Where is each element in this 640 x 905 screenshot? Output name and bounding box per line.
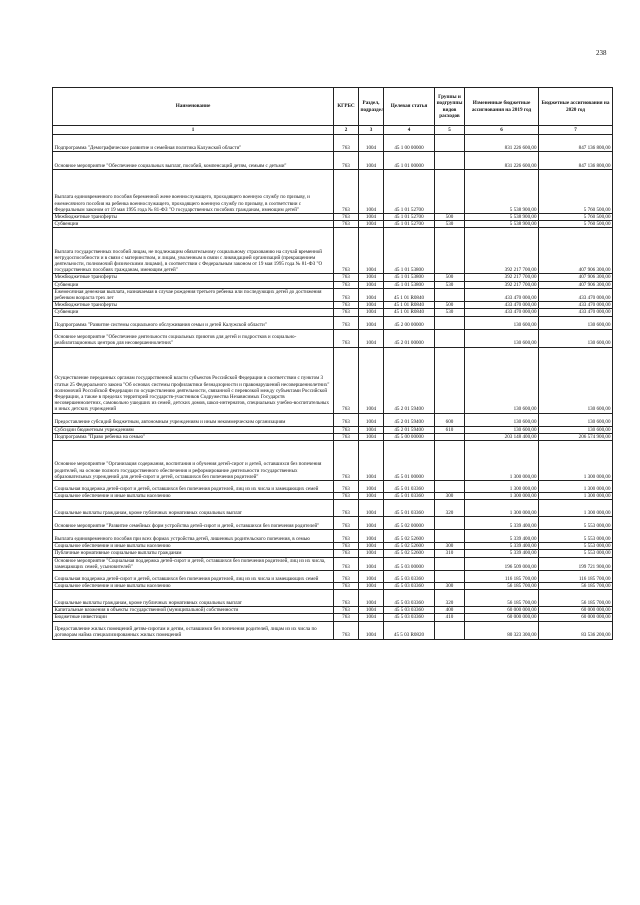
- cell-target: 45 1 01 R0840: [384, 302, 435, 309]
- cell-kgrbs: 763: [334, 214, 359, 221]
- table-row: [53, 517, 613, 530]
- cell-y2020: 407 906 300,00: [539, 228, 613, 274]
- cell-kgrbs: 763: [334, 302, 359, 309]
- table-row: [53, 316, 613, 329]
- cell-target: 45 1 00 00000: [384, 135, 435, 152]
- cell-y2020: 433 470 000,00: [539, 288, 613, 301]
- cell-name: Бюджетные инвестиции: [53, 614, 334, 621]
- cell-kgrbs: 763: [334, 517, 359, 530]
- cell-y2020: 130 600,00: [539, 316, 613, 329]
- cell-y2019: 433 470 000,00: [465, 302, 539, 309]
- table-row: [53, 481, 613, 493]
- cell-y2019: 56 185 700,00: [465, 590, 539, 607]
- cell-target: 45 1 01 R0840: [384, 309, 435, 316]
- cell-group: 400: [435, 607, 465, 614]
- cell-kgrbs: 763: [334, 550, 359, 557]
- cell-name: Выплата государственных пособий лицам, не подлежащим обязательному социальному страхованию на случай временной нетрудоспособности и в связи с материнством, и лицам, уволенным в связи с ликвидацией организаций (прекращением деятельности, полномочий физическими лицами), в соответствии с Федеральным законом от 19 мая 1995 года № 81-ФЗ "О государственных пособиях гражданам, имеющим детей": [53, 228, 334, 274]
- cell-y2020: 60 000 000,00: [539, 607, 613, 614]
- cell-name: Социальное обеспечение и иные выплаты населению: [53, 583, 334, 590]
- cell-section: 1004: [359, 316, 384, 329]
- cell-section: 1004: [359, 493, 384, 500]
- cell-group: 500: [435, 302, 465, 309]
- cell-y2020: 433 470 000,00: [539, 302, 613, 309]
- cell-y2020: 130 600,00: [539, 426, 613, 433]
- cell-section: 1004: [359, 571, 384, 583]
- table-row: [53, 152, 613, 170]
- cell-y2020: 847 136 800,00: [539, 135, 613, 152]
- cell-target: 45 2 01 00000: [384, 329, 435, 347]
- cell-group: 600: [435, 413, 465, 426]
- cell-target: 45 1 01 52700: [384, 214, 435, 221]
- cell-y2020: 1 300 000,00: [539, 481, 613, 493]
- cell-y2019: 130 600,00: [465, 329, 539, 347]
- cell-y2019: 130 600,00: [465, 413, 539, 426]
- cell-y2020: 847 136 800,00: [539, 152, 613, 170]
- cell-name: Социальные выплаты гражданам, кроме публичных нормативных социальных выплат: [53, 590, 334, 607]
- cell-target: 45 5 03 R0820: [384, 621, 435, 639]
- cell-group: [435, 517, 465, 530]
- cell-group: [435, 170, 465, 214]
- cell-y2020: 56 185 700,00: [539, 583, 613, 590]
- table-row: [53, 493, 613, 500]
- cell-kgrbs: 763: [334, 152, 359, 170]
- cell-section: 1004: [359, 590, 384, 607]
- cell-y2020: 56 185 700,00: [539, 590, 613, 607]
- cell-target: 45 5 02 52600: [384, 543, 435, 550]
- cell-target: 45 1 01 52700: [384, 221, 435, 228]
- cell-kgrbs: 763: [334, 329, 359, 347]
- cell-y2020: 5 760 500,00: [539, 214, 613, 221]
- cell-target: 45 5 03 00000: [384, 557, 435, 570]
- cell-name: Межбюджетные трансферты: [53, 274, 334, 281]
- cell-target: 45 5 01 03360: [384, 500, 435, 517]
- cell-y2020: 1 300 000,00: [539, 493, 613, 500]
- table-row: [53, 621, 613, 639]
- cell-section: 1004: [359, 441, 384, 481]
- cell-target: 45 5 03 03360: [384, 571, 435, 583]
- cell-group: 610: [435, 426, 465, 433]
- cell-group: 530: [435, 221, 465, 228]
- cell-name: Социальная поддержка детей-сирот и детей, оставшихся без попечения родителей, лиц из их числа и замещающих семей: [53, 481, 334, 493]
- cell-target: 45 5 02 52600: [384, 550, 435, 557]
- table-row: [53, 221, 613, 228]
- cell-name: Социальная поддержка детей-сирот и детей, оставшихся без попечения родителей, лиц из их числа и замещающих семей: [53, 571, 334, 583]
- table-row: [53, 281, 613, 288]
- cell-kgrbs: 763: [334, 607, 359, 614]
- index-cell: 7: [539, 126, 613, 135]
- cell-section: 1004: [359, 347, 384, 413]
- cell-name: Подпрограмма "Право ребенка на семью": [53, 433, 334, 440]
- cell-y2020: 199 721 900,00: [539, 557, 613, 570]
- cell-y2019: 392 217 700,00: [465, 281, 539, 288]
- cell-y2019: 831 226 600,00: [465, 135, 539, 152]
- cell-name: Подпрограмма "Демографическое развитие и семейная политика Калужской области": [53, 135, 334, 152]
- cell-y2020: 1 300 000,00: [539, 441, 613, 481]
- cell-name: Предоставление субсидий бюджетным, автономным учреждениям и иным некоммерческим организациям: [53, 413, 334, 426]
- cell-y2020: 5 760 500,00: [539, 221, 613, 228]
- budget-table: [52, 87, 613, 640]
- table-row: [53, 288, 613, 301]
- cell-y2020: 5 553 000,00: [539, 543, 613, 550]
- cell-group: [435, 557, 465, 570]
- cell-y2019: 130 600,00: [465, 347, 539, 413]
- table-row: [53, 500, 613, 517]
- cell-y2019: 433 470 000,00: [465, 309, 539, 316]
- cell-y2019: 196 509 000,00: [465, 557, 539, 570]
- cell-y2019: 1 300 000,00: [465, 441, 539, 481]
- header-kgrbs: КГРБС: [334, 88, 359, 126]
- cell-name: Субсидии бюджетным учреждениям: [53, 426, 334, 433]
- table-row: [53, 550, 613, 557]
- cell-kgrbs: 763: [334, 583, 359, 590]
- cell-section: 1004: [359, 309, 384, 316]
- cell-y2019: 5 538 900,00: [465, 221, 539, 228]
- cell-kgrbs: 763: [334, 309, 359, 316]
- cell-group: [435, 347, 465, 413]
- table-row: [53, 571, 613, 583]
- cell-section: 1004: [359, 281, 384, 288]
- cell-target: 45 1 01 00000: [384, 152, 435, 170]
- cell-y2019: 1 300 000,00: [465, 493, 539, 500]
- cell-name: Социальные выплаты гражданам, кроме публичных нормативных социальных выплат: [53, 500, 334, 517]
- cell-y2019: 392 217 700,00: [465, 274, 539, 281]
- table-row: [53, 347, 613, 413]
- table-row: [53, 309, 613, 316]
- index-cell: 5: [435, 126, 465, 135]
- cell-section: 1004: [359, 481, 384, 493]
- cell-target: 45 2 01 59400: [384, 426, 435, 433]
- cell-target: 45 2 01 59400: [384, 413, 435, 426]
- cell-target: 45 5 03 03360: [384, 607, 435, 614]
- header-group: Группы и подгруппы видов расходов: [435, 88, 465, 126]
- cell-section: 1004: [359, 152, 384, 170]
- table-row: [53, 433, 613, 440]
- table-row: [53, 441, 613, 481]
- cell-group: [435, 481, 465, 493]
- cell-group: 300: [435, 543, 465, 550]
- cell-target: 45 1 01 53800: [384, 274, 435, 281]
- cell-name: Публичные нормативные социальные выплаты гражданам: [53, 550, 334, 557]
- cell-y2019: 60 000 000,00: [465, 614, 539, 621]
- cell-group: 300: [435, 583, 465, 590]
- cell-kgrbs: 763: [334, 228, 359, 274]
- cell-name: Ежемесячная денежная выплата, назначаемая в случае рождения третьего ребенка или последующих детей до достижения ребенком возраста трех лет: [53, 288, 334, 301]
- index-cell: 6: [465, 126, 539, 135]
- cell-group: [435, 571, 465, 583]
- cell-y2020: 83 536 200,00: [539, 621, 613, 639]
- cell-group: 500: [435, 274, 465, 281]
- table-row: [53, 557, 613, 570]
- table-row: [53, 329, 613, 347]
- cell-y2019: 5 538 900,00: [465, 170, 539, 214]
- cell-group: [435, 329, 465, 347]
- cell-y2020: 433 470 000,00: [539, 309, 613, 316]
- cell-y2019: 130 600,00: [465, 426, 539, 433]
- cell-kgrbs: 763: [334, 135, 359, 152]
- cell-y2019: 203 148 400,00: [465, 433, 539, 440]
- cell-group: [435, 316, 465, 329]
- cell-kgrbs: 763: [334, 500, 359, 517]
- cell-section: 1004: [359, 413, 384, 426]
- table-row: [53, 413, 613, 426]
- cell-target: 45 1 01 53800: [384, 228, 435, 274]
- cell-y2020: 60 000 000,00: [539, 614, 613, 621]
- cell-section: 1004: [359, 228, 384, 274]
- table-row: [53, 543, 613, 550]
- cell-group: [435, 621, 465, 639]
- cell-y2020: 5 553 000,00: [539, 530, 613, 543]
- cell-section: 1004: [359, 550, 384, 557]
- cell-y2019: 392 217 700,00: [465, 228, 539, 274]
- cell-section: 1004: [359, 614, 384, 621]
- cell-section: 1004: [359, 288, 384, 301]
- cell-group: [435, 441, 465, 481]
- cell-section: 1004: [359, 274, 384, 281]
- table-row: [53, 590, 613, 607]
- cell-y2020: 116 185 700,00: [539, 571, 613, 583]
- cell-kgrbs: 763: [334, 170, 359, 214]
- cell-kgrbs: 763: [334, 614, 359, 621]
- cell-target: 45 5 03 03360: [384, 590, 435, 607]
- cell-y2019: 56 185 700,00: [465, 583, 539, 590]
- cell-group: [435, 530, 465, 543]
- cell-kgrbs: 763: [334, 621, 359, 639]
- cell-target: 45 5 02 52600: [384, 530, 435, 543]
- cell-kgrbs: 763: [334, 493, 359, 500]
- cell-target: 45 1 01 52700: [384, 170, 435, 214]
- cell-group: 410: [435, 614, 465, 621]
- cell-kgrbs: 763: [334, 413, 359, 426]
- cell-y2020: 407 906 300,00: [539, 281, 613, 288]
- table-row: [53, 214, 613, 221]
- cell-name: Субвенции: [53, 221, 334, 228]
- header-2019: Измененные бюджетные ассигнования на 2019 год: [465, 88, 539, 126]
- cell-group: 300: [435, 493, 465, 500]
- index-cell: 4: [384, 126, 435, 135]
- cell-group: [435, 228, 465, 274]
- cell-y2020: 5 553 000,00: [539, 550, 613, 557]
- cell-section: 1004: [359, 621, 384, 639]
- cell-y2019: 433 470 000,00: [465, 288, 539, 301]
- cell-y2019: 5 339 400,00: [465, 517, 539, 530]
- cell-target: 45 2 01 59400: [384, 347, 435, 413]
- cell-y2019: 116 185 700,00: [465, 571, 539, 583]
- cell-name: Социальное обеспечение и иные выплаты населению: [53, 543, 334, 550]
- cell-kgrbs: 763: [334, 441, 359, 481]
- cell-y2019: 1 300 000,00: [465, 500, 539, 517]
- cell-group: [435, 135, 465, 152]
- cell-kgrbs: 763: [334, 590, 359, 607]
- table-row: [53, 614, 613, 621]
- cell-name: Предоставление жилых помещений детям-сиротам и детям, оставшимся без попечения родителей, лицам из их числа по договорам найма специализированных жилых помещений: [53, 621, 334, 639]
- header-target: Целевая статья: [384, 88, 435, 126]
- cell-y2019: 80 323 300,00: [465, 621, 539, 639]
- cell-section: 1004: [359, 135, 384, 152]
- table-row: [53, 274, 613, 281]
- cell-target: 45 5 01 03360: [384, 493, 435, 500]
- cell-target: 45 1 01 R0840: [384, 288, 435, 301]
- cell-section: 1004: [359, 302, 384, 309]
- cell-section: 1004: [359, 426, 384, 433]
- cell-y2019: 1 300 000,00: [465, 481, 539, 493]
- cell-kgrbs: 763: [334, 426, 359, 433]
- cell-kgrbs: 763: [334, 221, 359, 228]
- cell-section: 1004: [359, 221, 384, 228]
- cell-name: Основное мероприятие "Обеспечение деятельности социальных приютов для детей и подростков и социально-реабилитационных центров для несовершеннолетних": [53, 329, 334, 347]
- cell-name: Подпрограмма "Развитие системы социального обслуживания семьи и детей Калужской области": [53, 316, 334, 329]
- cell-section: 1004: [359, 170, 384, 214]
- cell-name: Основное мероприятие "Обеспечение социальных выплат, пособий, компенсаций детям, семьям с детьми": [53, 152, 334, 170]
- cell-section: 1004: [359, 543, 384, 550]
- cell-kgrbs: 763: [334, 481, 359, 493]
- cell-section: 1004: [359, 433, 384, 440]
- cell-kgrbs: 763: [334, 274, 359, 281]
- cell-y2020: 5 760 500,00: [539, 170, 613, 214]
- cell-y2020: 206 574 900,00: [539, 433, 613, 440]
- cell-target: 45 5 03 03360: [384, 614, 435, 621]
- cell-target: 45 5 01 00000: [384, 441, 435, 481]
- cell-name: Выплата единовременного пособия беременной жене военнослужащего, проходящего военную службу по призыву, и ежемесячного пособия на ребенка военнослужащего, проходящего военную службу по призыву, в соответствии с Федеральным законом от 19 мая 1995 года № 81-ФЗ "О государственных пособиях гражданам, имеющим детей": [53, 170, 334, 214]
- cell-y2020: 130 600,00: [539, 347, 613, 413]
- cell-y2019: 5 339 400,00: [465, 550, 539, 557]
- cell-target: 45 5 02 00000: [384, 517, 435, 530]
- cell-kgrbs: 763: [334, 281, 359, 288]
- cell-kgrbs: 763: [334, 316, 359, 329]
- cell-name: Субвенции: [53, 309, 334, 316]
- cell-target: 45 1 01 53800: [384, 281, 435, 288]
- cell-name: Выплата единовременного пособия при всех формах устройства детей, лишенных родительского попечения, в семью: [53, 530, 334, 543]
- cell-y2019: 60 000 000,00: [465, 607, 539, 614]
- cell-name: Осуществление переданных органам государственной власти субъектов Российской Федерации в соответствии с пунктом 3 статьи 25 Федерального закона "Об основах системы профилактики безнадзорности и правонарушений несовершеннолетних" полномочий Российской Федерации по осуществлению деятельности, связанной с перевозкой между субъектами Российской Федерации, а также в пределах территорий государств-участников Содружества Независимых Государств несовершеннолетних, самовольно ушедших из семей, детских домов, школ-интернатов, специальных учебно-воспитательных и иных детских учреждений: [53, 347, 334, 413]
- cell-y2019: 5 339 400,00: [465, 530, 539, 543]
- cell-target: 45 5 03 03360: [384, 583, 435, 590]
- cell-group: 530: [435, 309, 465, 316]
- cell-target: 45 2 00 00000: [384, 316, 435, 329]
- cell-y2020: 1 300 000,00: [539, 500, 613, 517]
- cell-y2020: 5 553 000,00: [539, 517, 613, 530]
- cell-section: 1004: [359, 517, 384, 530]
- header-name: Наименование: [53, 88, 334, 126]
- table-row: [53, 228, 613, 274]
- cell-target: 45 5 01 03360: [384, 481, 435, 493]
- table-body: [53, 135, 613, 640]
- cell-section: 1004: [359, 583, 384, 590]
- cell-y2020: 130 600,00: [539, 413, 613, 426]
- cell-kgrbs: 763: [334, 433, 359, 440]
- table-row: [53, 170, 613, 214]
- cell-group: 530: [435, 281, 465, 288]
- cell-group: 320: [435, 500, 465, 517]
- cell-name: Основное мероприятие "Организация содержания, воспитания и обучения детей-сирот и детей, оставшихся без попечения родителей, на основе полного государственного обеспечения и реформирование деятельности государственных образовательных учреждений для детей-сирот и детей, оставшихся без попечения родителей": [53, 441, 334, 481]
- cell-group: [435, 152, 465, 170]
- table-row: [53, 302, 613, 309]
- header-section: Раздел, подраздел: [359, 88, 384, 126]
- header-2020: Бюджетные ассигнования на 2020 год: [539, 88, 613, 126]
- cell-target: 45 5 00 00000: [384, 433, 435, 440]
- cell-y2020: 130 600,00: [539, 329, 613, 347]
- cell-kgrbs: 763: [334, 543, 359, 550]
- cell-group: 310: [435, 550, 465, 557]
- cell-name: Социальное обеспечение и иные выплаты населению: [53, 493, 334, 500]
- cell-kgrbs: 763: [334, 288, 359, 301]
- table-row: [53, 426, 613, 433]
- cell-kgrbs: 763: [334, 571, 359, 583]
- cell-y2019: 5 339 400,00: [465, 543, 539, 550]
- table-row: [53, 135, 613, 152]
- cell-name: Межбюджетные трансферты: [53, 302, 334, 309]
- cell-section: 1004: [359, 500, 384, 517]
- table-row: [53, 607, 613, 614]
- cell-section: 1004: [359, 214, 384, 221]
- table-row: [53, 583, 613, 590]
- cell-section: 1004: [359, 607, 384, 614]
- cell-group: 320: [435, 590, 465, 607]
- index-cell: 3: [359, 126, 384, 135]
- cell-name: Межбюджетные трансферты: [53, 214, 334, 221]
- cell-y2020: 407 906 300,00: [539, 274, 613, 281]
- table-row: [53, 530, 613, 543]
- cell-group: [435, 288, 465, 301]
- cell-group: 500: [435, 214, 465, 221]
- cell-name: Капитальные вложения в объекты государственной (муниципальной) собственности: [53, 607, 334, 614]
- index-cell: 2: [334, 126, 359, 135]
- cell-section: 1004: [359, 530, 384, 543]
- cell-name: Основное мероприятие "Развитие семейных форм устройства детей-сирот и детей, оставшихся без попечения родителей": [53, 517, 334, 530]
- index-cell: 1: [53, 126, 334, 135]
- cell-group: [435, 433, 465, 440]
- cell-y2019: 831 226 600,00: [465, 152, 539, 170]
- page-number: 238: [596, 49, 607, 57]
- cell-section: 1004: [359, 557, 384, 570]
- header-row: [53, 88, 613, 126]
- cell-kgrbs: 763: [334, 557, 359, 570]
- cell-name: Субвенции: [53, 281, 334, 288]
- cell-y2019: 5 538 900,00: [465, 214, 539, 221]
- cell-y2019: 130 600,00: [465, 316, 539, 329]
- cell-name: Основное мероприятие "Социальная поддержка детей-сирот и детей, оставшихся без попечения родителей, лиц из их числа, замещающих семей, усыновителей": [53, 557, 334, 570]
- index-row: [53, 126, 613, 135]
- cell-kgrbs: 763: [334, 530, 359, 543]
- cell-section: 1004: [359, 329, 384, 347]
- cell-kgrbs: 763: [334, 347, 359, 413]
